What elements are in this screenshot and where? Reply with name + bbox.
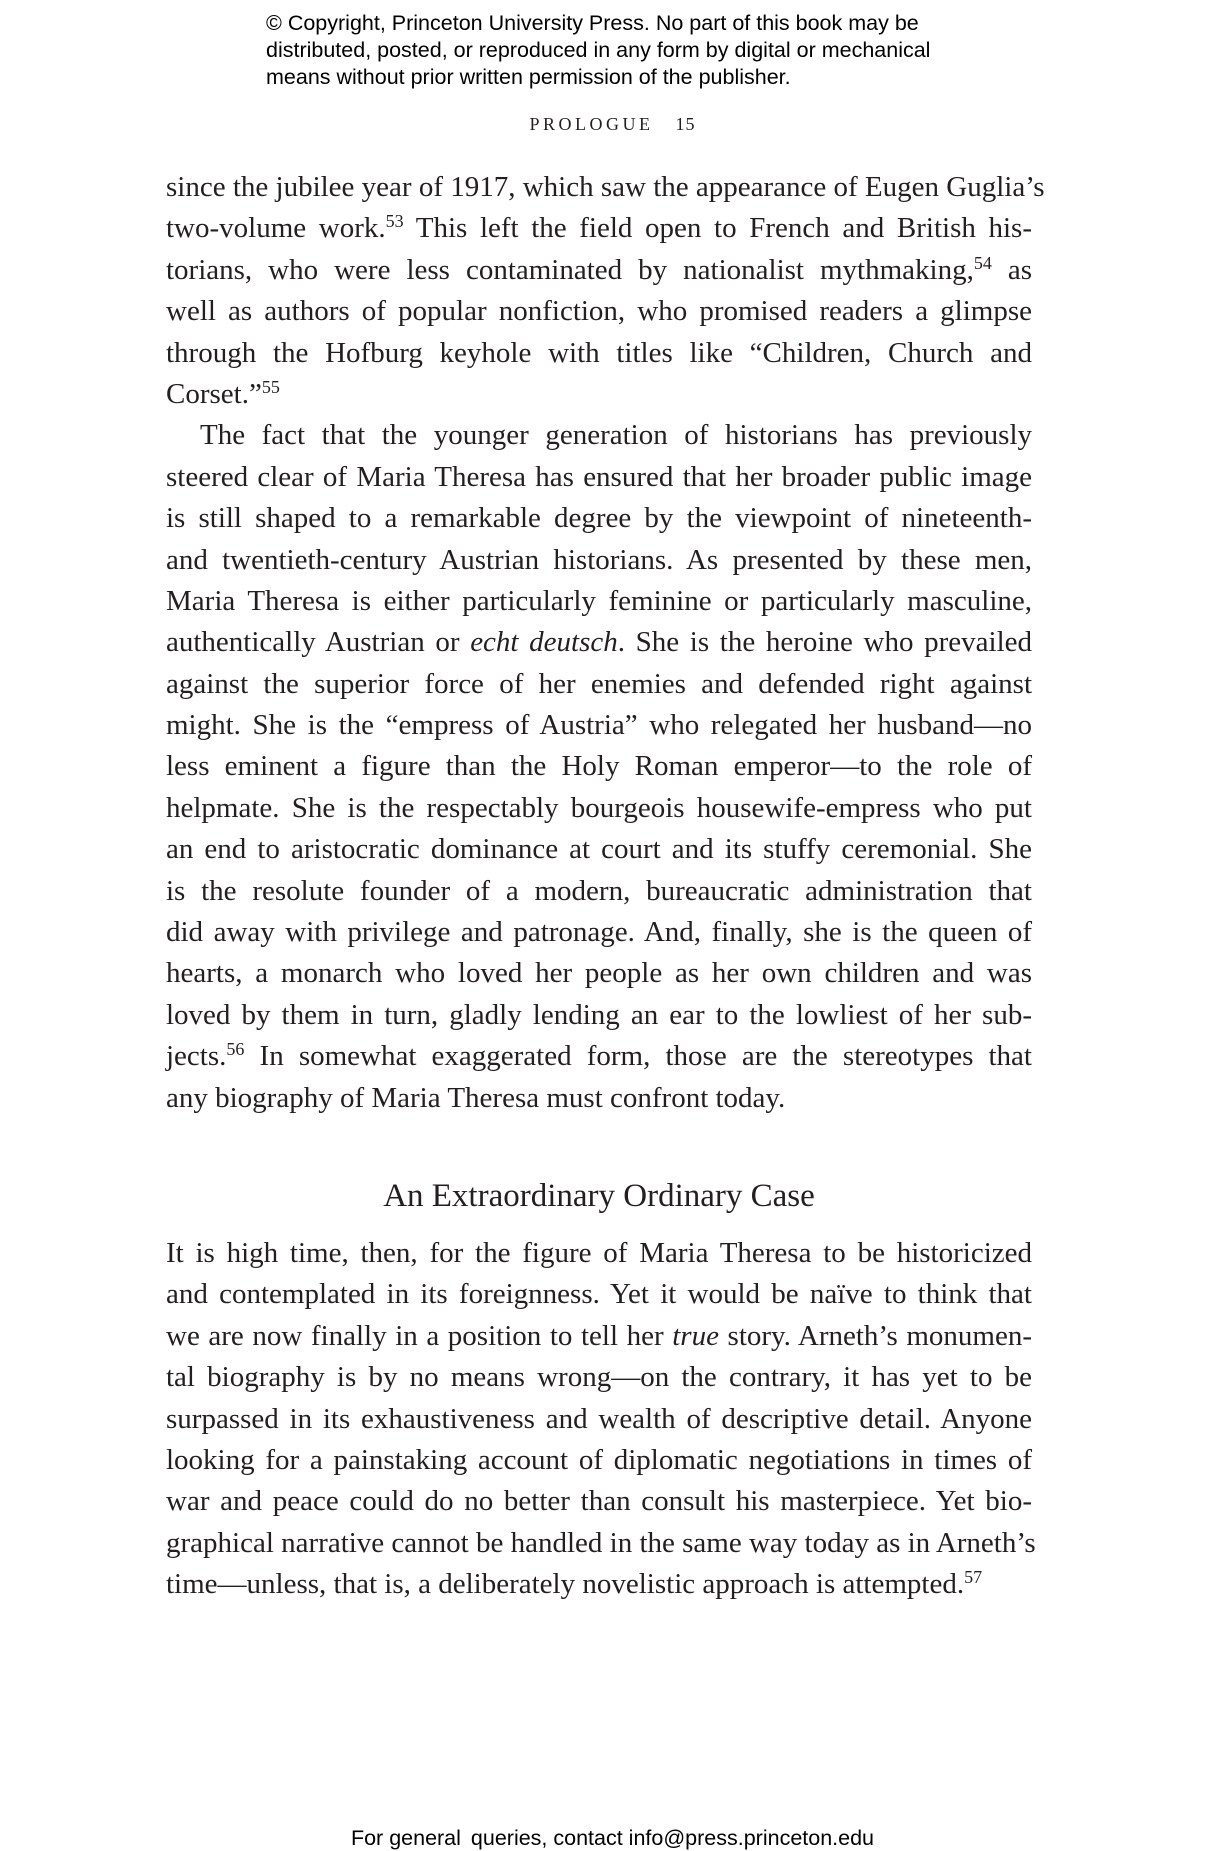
text-line: an end to aristocratic dominance at court and its stuffy ceremonial. She	[166, 833, 1032, 866]
text-line: steered clear of Maria Theresa has ensured that her broader public image	[166, 460, 1032, 493]
text-line	[166, 622, 1032, 663]
text-line: since the jubilee year of 1917, which saw the appearance of Eugen Guglia’s	[166, 171, 1045, 203]
page-number: 15	[675, 114, 696, 134]
running-head-title: PROLOGUE	[529, 114, 654, 134]
footnote-ref[interactable]: 53	[385, 211, 404, 232]
paragraph	[166, 415, 1032, 1119]
text-line: is still shaped to a remarkable degree by the viewpoint of nineteenth-	[166, 502, 1032, 535]
copyright-notice	[266, 10, 1026, 91]
text-run: as	[991, 253, 1032, 286]
running-head	[0, 114, 1225, 135]
text-line: did away with privilege and patronage. And, finally, she is the queen of	[166, 916, 1032, 949]
footer-prefix: For general	[350, 1826, 461, 1850]
paragraph	[166, 167, 1045, 415]
footnote-ref[interactable]: 55	[261, 376, 280, 397]
text-line	[166, 374, 1032, 415]
text-run: we are now finally in a position to tell her	[166, 1319, 673, 1352]
text-line: The fact that the younger generation of historians has previously	[200, 419, 1032, 452]
text-line: and contemplated in its foreignness. Yet it would be naïve to think that	[166, 1278, 1032, 1311]
text-line: against the superior force of her enemies and defended right against	[166, 667, 1032, 700]
text-run: . She is the heroine who prevailed	[617, 626, 1032, 659]
paragraph	[166, 1233, 1036, 1606]
text-run: In somewhat exaggerated form, those are the stereotypes that	[244, 1040, 1032, 1073]
text-run: two-volume work.	[166, 212, 386, 245]
text-line: It is high time, then, for the figure of Maria Theresa to be historicized	[166, 1236, 1032, 1269]
text-line: might. She is the “empress of Austria” who relegated her husband—no	[166, 709, 1032, 742]
text-line	[166, 1316, 1032, 1357]
text-line: graphical narrative cannot be handled in the same way today as in Arneth’s	[166, 1526, 1036, 1559]
section-heading: An Extraordinary Ordinary Case	[383, 1177, 815, 1214]
copyright-line: means without prior written permission of the publisher.	[266, 65, 791, 89]
text-line: loved by them in turn, gladly lending an ear to the lowliest of her sub-	[166, 998, 1032, 1031]
text-line	[166, 1036, 1032, 1077]
text-line: less eminent a figure than the Holy Roman emperor—to the role of	[166, 750, 1032, 783]
text-line: looking for a painstaking account of diplomatic negotiations in times of	[166, 1443, 1032, 1476]
text-line: tal biography is by no means wrong—on the contrary, it has yet to be	[166, 1361, 1032, 1394]
text-run: time—unless, that is, a deliberately novelistic approach is attempted.	[166, 1568, 965, 1601]
text-line	[166, 208, 1032, 249]
text-run: This left the field open to French and British his-	[403, 212, 1032, 245]
text-line: hearts, a monarch who loved her people as her own children and was	[166, 957, 1032, 990]
text-line: war and peace could do no better than consult his masterpiece. Yet bio-	[166, 1485, 1032, 1518]
text-run: story. Arneth’s monumen-	[718, 1319, 1033, 1352]
text-line: is the resolute founder of a modern, bureaucratic administration that	[166, 874, 1032, 907]
text-run: jects.	[166, 1040, 227, 1073]
text-line: any biography of Maria Theresa must confront today.	[166, 1081, 786, 1114]
text-run: torians, who were less contaminated by nationalist mythmaking,	[166, 253, 974, 286]
body-text	[166, 167, 1045, 1606]
text-line	[166, 1564, 1032, 1605]
text-line: surpassed in its exhaustiveness and wealth of descriptive detail. Anyone	[166, 1402, 1032, 1435]
footnote-ref[interactable]: 54	[973, 252, 992, 273]
text-line: well as authors of popular nonfiction, who promised readers a glimpse	[166, 295, 1032, 328]
text-line: and twentieth-century Austrian historians. As presented by these men,	[166, 543, 1032, 576]
text-run: Corset.”	[166, 377, 262, 410]
footnote-ref[interactable]: 56	[226, 1039, 245, 1060]
text-line: Maria Theresa is either particularly feminine or particularly masculine,	[166, 584, 1032, 617]
contact-footer	[0, 1826, 1225, 1851]
footer-contact-text[interactable]: queries, contact info@press.princeton.edu	[470, 1826, 875, 1850]
italic-phrase: true	[672, 1319, 719, 1352]
text-run: authentically Austrian or	[166, 626, 471, 659]
copyright-line: © Copyright, Princeton University Press. No part of this book may be	[266, 11, 919, 35]
text-line	[166, 250, 1032, 291]
italic-phrase: echt deutsch	[470, 626, 618, 659]
footnote-ref[interactable]: 57	[964, 1567, 983, 1588]
text-line: through the Hofburg keyhole with titles like “Children, Church and	[166, 336, 1032, 369]
text-line: helpmate. She is the respectably bourgeois housewife-empress who put	[166, 791, 1032, 824]
copyright-line: distributed, posted, or reproduced in any form by digital or mechanical	[266, 38, 931, 62]
